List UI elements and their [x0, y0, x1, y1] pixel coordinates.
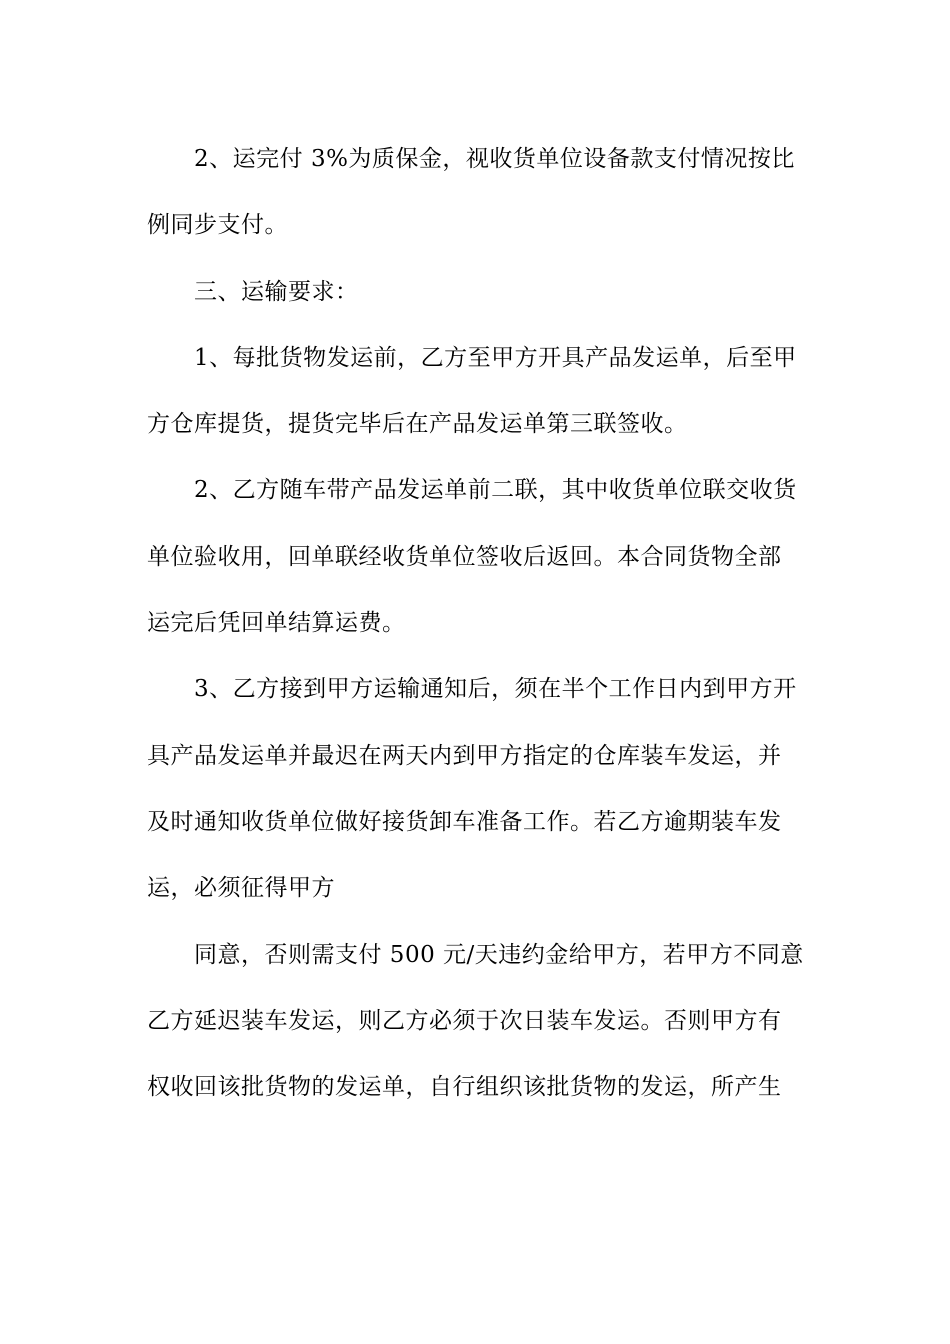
text-line: 运，必须征得甲方 — [147, 875, 335, 902]
text-line: 运完后凭回单结算运费。 — [147, 610, 406, 637]
text-line: 方仓库提货，提货完毕后在产品发运单第三联签收。 — [147, 411, 688, 438]
text-line: 同意，否则需支付 500 元/天违约金给甲方，若甲方不同意 — [194, 941, 804, 968]
text-line: 2、运完付 3%为质保金，视收货单位设备款支付情况按比 — [194, 146, 795, 172]
text-line: 3、乙方接到甲方运输通知后，须在半个工作日内到甲方开 — [194, 676, 797, 703]
text-line: 例同步支付。 — [147, 212, 288, 239]
section-heading: 三、运输要求： — [194, 278, 359, 305]
text-line: 权收回该批货物的发运单，自行组织该批货物的发运，所产生 — [147, 1074, 782, 1101]
text-line: 2、乙方随车带产品发运单前二联，其中收货单位联交收货 — [194, 477, 797, 504]
text-line: 1、每批货物发运前，乙方至甲方开具产品发运单，后至甲 — [194, 344, 797, 371]
document-body — [147, 126, 807, 1120]
text-line: 及时通知收货单位做好接货卸车准备工作。若乙方逾期装车发 — [147, 808, 782, 835]
text-line: 乙方延迟装车发运，则乙方必须于次日装车发运。否则甲方有 — [147, 1007, 782, 1034]
text-line: 单位验收用，回单联经收货单位签收后返回。本合同货物全部 — [147, 543, 782, 570]
text-line: 具产品发运单并最迟在两天内到甲方指定的仓库装车发运，并 — [147, 742, 782, 769]
